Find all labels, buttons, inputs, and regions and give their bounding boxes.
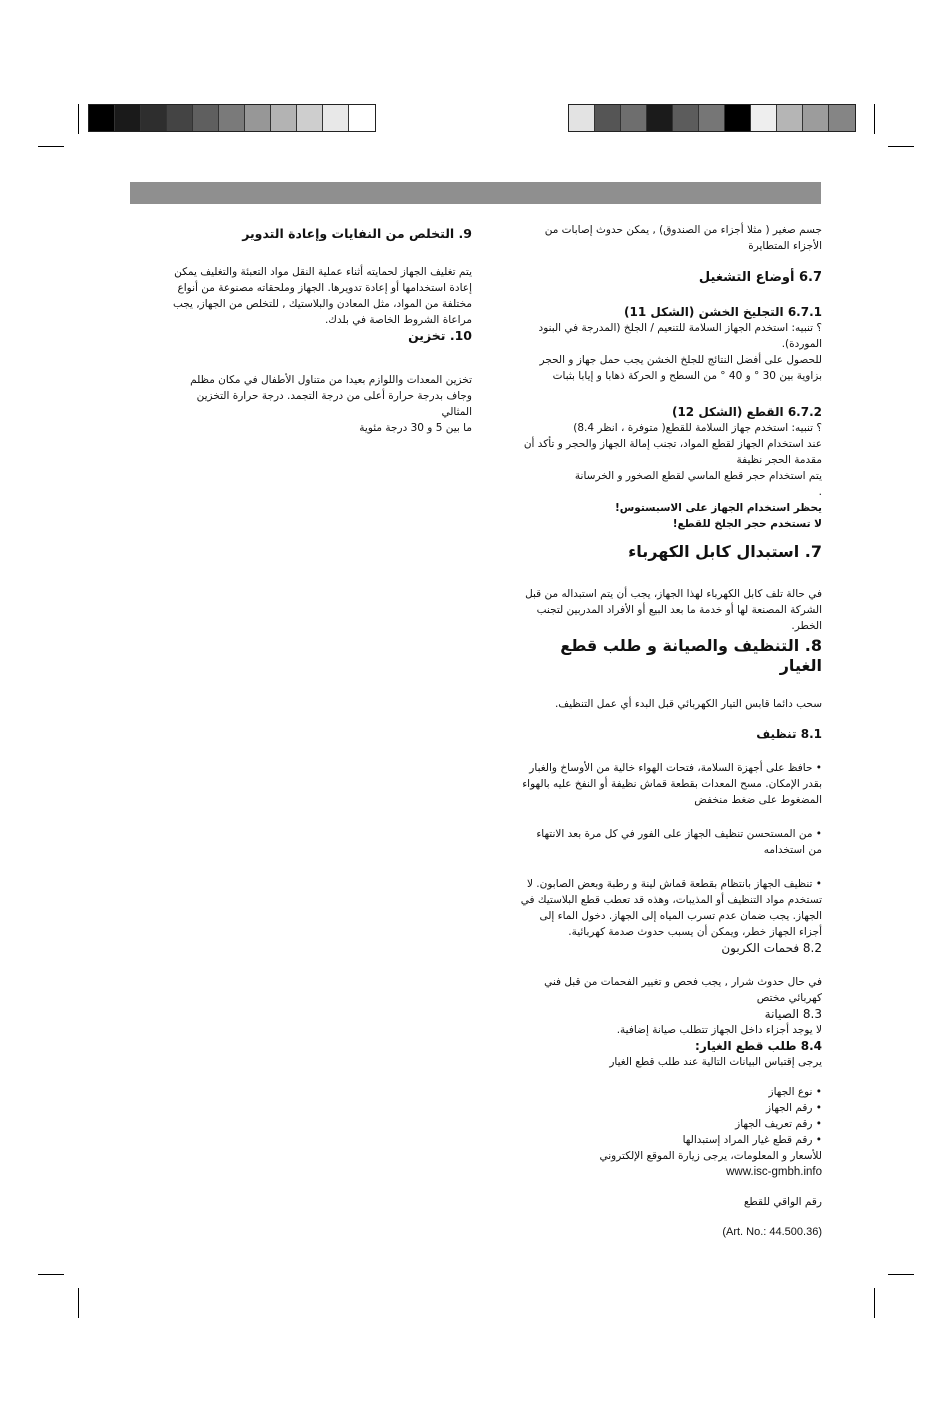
part-number-label: رقم الواقي للقطع: [743, 1196, 822, 1208]
section-6-7-2-dot: .: [818, 486, 822, 498]
calibration-bar-left: [88, 104, 376, 132]
color-swatch: [115, 105, 141, 131]
section-7-title: 7. استبدال كابل الكهرباء: [628, 542, 822, 561]
color-swatch: [245, 105, 271, 131]
list-item-device-number: • رقم الجهاز: [766, 1102, 822, 1114]
color-swatch: [167, 105, 193, 131]
color-swatch: [803, 105, 829, 131]
section-6-7-1-line1: ؟ تنبيه: استخدم الجهاز السلامة للتنعيم / الجلخ (المدرجة في البنود الموردة).: [538, 322, 822, 350]
color-swatch: [569, 105, 595, 131]
color-swatch: [647, 105, 673, 131]
crop-mark: [78, 1288, 79, 1318]
crop-mark: [38, 146, 64, 147]
crop-mark: [874, 1288, 875, 1318]
section-6-7-title: 6.7 أوضاع التشغيل: [698, 270, 822, 285]
color-swatch: [323, 105, 349, 131]
crop-mark: [38, 1274, 64, 1275]
section-8-text: سحب دائما قابس التيار الكهربائي قبل البدء أي عمل التنظيف.: [554, 698, 822, 710]
right-column: [520, 222, 822, 1240]
crop-mark: [888, 146, 914, 147]
color-swatch: [777, 105, 803, 131]
list-item-part-number: • رقم قطع غيار المراد إستبدالها: [682, 1134, 822, 1146]
crop-mark: [78, 104, 79, 134]
header-band: [130, 182, 821, 204]
section-9-text: يتم تغليف الجهاز لحمايته أثناء عملية النقل مواد التعبئة والتغليف يمكن إعادة استخدامها أو إعادة تدويرها. الجهاز وملحقاته مصنوعة من أنواع مختلفة من المواد، مثل المعادن والبلاستيك , للتخلص من الجهاز, يجب مراعاة الشروط الخاصة في بلدك.: [172, 266, 472, 326]
crop-mark: [874, 104, 875, 134]
section-6-7-1-title: 6.7.1 التجليخ الخشن (الشكل 11): [624, 305, 822, 319]
color-swatch: [751, 105, 777, 131]
calibration-bar-right: [568, 104, 856, 132]
section-8-4-text: يرجى إقتباس البيانات التالية عند طلب قطع الغيار: [609, 1056, 822, 1068]
section-8-2-text: في حال حدوث شرار , يجب فحص و تغيير الفحمات من قبل فني كهربائي مختص: [544, 976, 822, 1004]
color-swatch: [193, 105, 219, 131]
info-text: للأسعار و المعلومات، يرجى زيارة الموقع الإلكتروني: [599, 1150, 822, 1162]
section-10-line2: ما بين 5 و 30 درجة مئوية: [359, 422, 472, 434]
list-item-device-id: • رقم تعريف الجهاز: [735, 1118, 822, 1130]
crop-mark: [888, 1274, 914, 1275]
section-7-text: في حالة تلف كابل الكهرباء لهذا الجهاز، يجب أن يتم استبداله من قبل الشركة المصنعة لها أو خدمة ما بعد البيع أو الأفراد المدربين لتجنب الخطر.: [525, 588, 822, 632]
section-8-1-bullet3: • تنظيف الجهاز بانتظام بقطعة قماش لينة و رطبة وبعض الصابون. لا تستخدم مواد التنظيف أو المذيبات، وهذه قد تعطب قطع البلاستيك في الجهاز. يجب ضمان عدم تسرب المياه إلى الجهاز. دخول الماء إلى أجزاء الجهاز خطر، ويمكن أن يسبب حدوث صدمة كهربائية.: [520, 878, 822, 938]
section-8-4-title: 8.4 طلب قطع الغيار:: [695, 1039, 822, 1053]
warning-grinding-disc: لا تستخدم حجر الجلخ للقطع!: [672, 518, 822, 530]
section-8-1-bullet1: • حافظ على أجهزة السلامة، فتحات الهواء خالية من الأوساخ والغبار بقدر الإمكان. مسح المعدات بقطعة قماش نظيفة أو النفخ عليه بالهواء المضغوط على ضغط منخفض: [522, 762, 822, 806]
website-link[interactable]: www.isc-gmbh.info: [726, 1166, 822, 1178]
section-6-7-1-line3: بزاوية بين 30 ° و 40 ° من السطح و الحركة ذهابا و إيابا بثبات: [552, 370, 822, 382]
article-number: (Art. No.: 44.500.36): [722, 1226, 822, 1238]
section-8-3-title: 8.3 الصيانة: [764, 1007, 822, 1021]
color-swatch: [699, 105, 725, 131]
color-swatch: [595, 105, 621, 131]
section-6-7-1-line2: للحصول على أفضل النتائج للجلخ الخشن يجب حمل جهاز و الحجر: [539, 354, 822, 366]
color-swatch: [829, 105, 855, 131]
section-9-title: 9. التخلص من النفايات وإعادة التدوير: [242, 226, 472, 241]
section-6-7-2-line3: يتم استخدام حجر قطع الماسي لقطع الصخور و الخرسانة: [574, 470, 822, 482]
color-swatch: [673, 105, 699, 131]
color-swatch: [621, 105, 647, 131]
color-swatch: [725, 105, 751, 131]
left-column: [170, 226, 472, 436]
color-swatch: [271, 105, 297, 131]
color-swatch: [297, 105, 323, 131]
section-8-2-title: 8.2 فحمات الكربون: [721, 941, 822, 955]
color-swatch: [89, 105, 115, 131]
color-swatch: [141, 105, 167, 131]
intro-text: جسم صغير ( مثلا أجزاء من الصندوق) , يمكن حدوث إصابات من الأجزاء المتطايرة: [544, 224, 822, 252]
section-6-7-2-line2: عند استخدام الجهاز لقطع المواد، تجنب إمالة الجهاز والحجر و تأكد أن مقدمة الحجر نظيفة: [523, 438, 822, 466]
section-8-1-bullet2: • من المستحسن تنظيف الجهاز على الفور في كل مرة بعد الانتهاء من استخدامه: [536, 828, 822, 856]
list-item-device-type: • نوع الجهاز: [768, 1086, 822, 1098]
color-swatch: [349, 105, 375, 131]
section-8-title: 8. التنظيف والصيانة و طلب قطع الغيار: [560, 636, 822, 675]
warning-asbestos: يحظر استخدام الجهاز على الاسبستوس!: [614, 502, 822, 514]
section-8-1-title: 8.1 تنظيف: [756, 727, 822, 741]
section-6-7-2-line1: ؟ تنبيه: استخدم جهاز السلامة للقطع( متوفرة ، انظر 8.4): [573, 422, 822, 434]
section-6-7-2-title: 6.7.2 القطع (الشكل 12): [671, 405, 822, 419]
color-swatch: [219, 105, 245, 131]
section-10-title: 10. تخزين: [408, 328, 472, 343]
section-10-line1: تخزين المعدات واللوازم بعيدا من متناول الأطفال في مكان مظلم وجاف بدرجة حرارة أعلى من درجة التجمد. درجة حرارة التخزين المثالي: [190, 374, 472, 418]
section-8-3-text: لا يوجد أجزاء داخل الجهاز تتطلب صيانة إضافية.: [616, 1024, 822, 1036]
